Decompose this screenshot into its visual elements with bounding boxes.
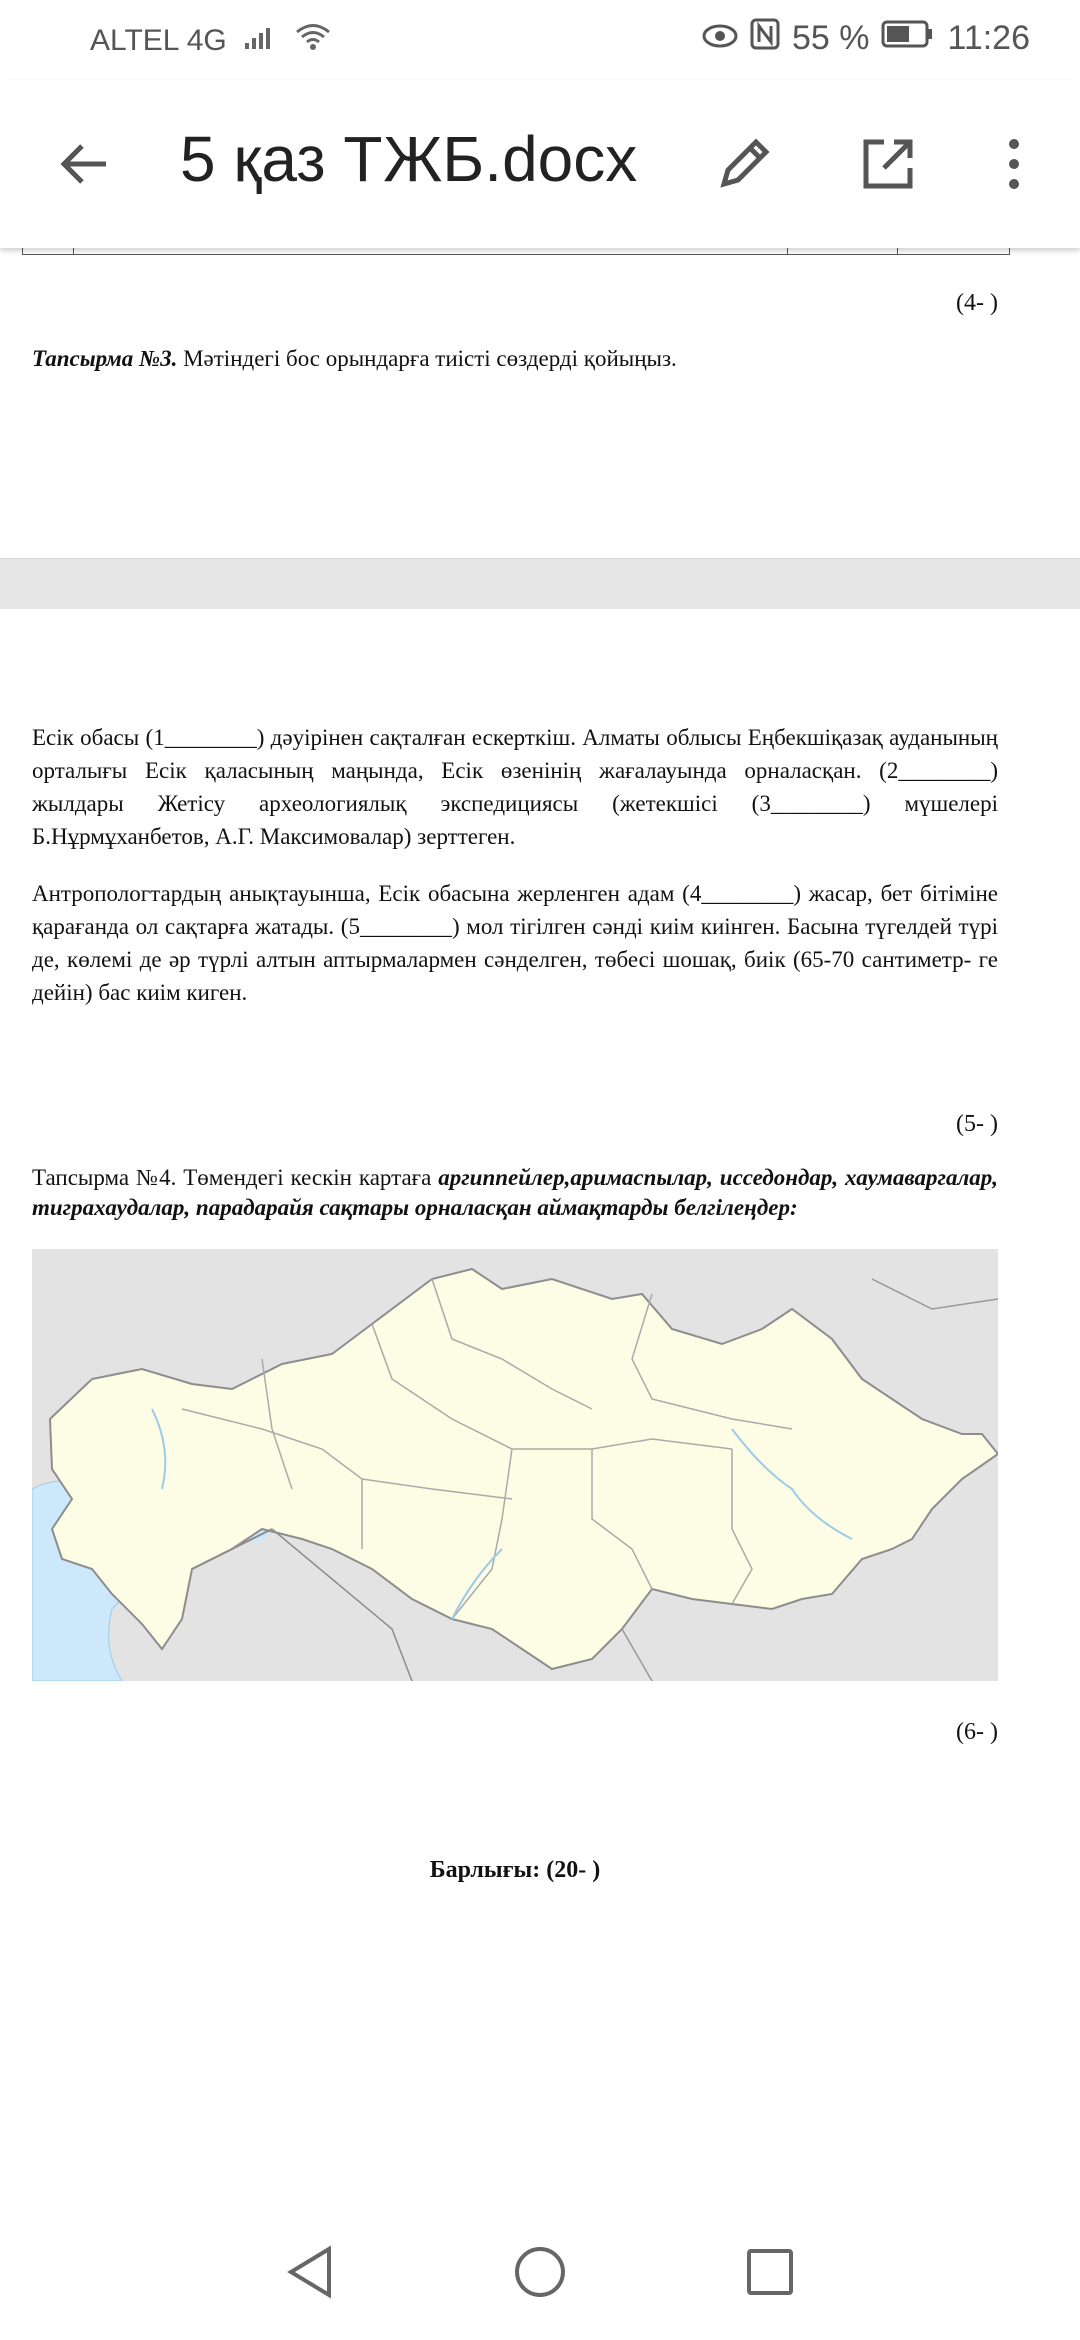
score-task-4: (5- ) (956, 1111, 998, 1137)
score-task-4-total: (6- ) (956, 1719, 998, 1745)
back-arrow-icon[interactable] (44, 124, 124, 204)
edit-pencil-icon[interactable] (704, 124, 784, 204)
task-4-heading (32, 1163, 998, 1223)
signal-icon (243, 23, 279, 59)
task-3-text: Мәтіндегі бос орындарға тиісті сөздерді қойыңыз. (177, 346, 677, 371)
clock: 11:26 (947, 19, 1030, 57)
document-page-2 (0, 609, 1080, 2209)
paragraph-1: Есік обасы (1________) дәуірінен сақталған ескерткіш. Алматы облысы Еңбекшіқазақ ауданының орталығы Есік қаласының маңында, Есік өзенінің жағалауында орналасқан. (2________) жылдары Жетісу археологиялық экспедициясы (жетекшісі (3________) мүшелері Б.Нұрмұханбетов, А.Г. Максимовалар) зерттеген. (32, 725, 998, 849)
more-vert-icon[interactable] (974, 124, 1054, 204)
app-bar (0, 80, 1080, 248)
open-external-icon[interactable] (848, 124, 928, 204)
back-triangle-icon[interactable] (280, 2242, 340, 2302)
document-title: 5 қаз ТЖБ.docx (180, 123, 638, 195)
carrier-label: ALTEL 4G (90, 24, 227, 57)
home-circle-icon[interactable] (510, 2242, 570, 2302)
task-4-bold-text: аргиппейлер,аримаспылар, исседондар, хаумаваргалар, тиграхаудалар, парадарайя сақтары орналасқан аймақтарды белгілеңдер: (32, 1165, 998, 1220)
total-score: Барлығы: (20- ) (429, 1857, 601, 1883)
wifi-icon (295, 22, 331, 60)
task-4-text: Төмендегі кескін картаға (176, 1165, 439, 1190)
paragraph-2: Антропологтардың анықтауынша, Есік обасына жерленген адам (4________) жасар, бет бітіміне қарағанда ол сақтарға жатады. (5________) мол тігілген сәнді киім киінген. Басына түгелдей түрі де, көлемі де әр түрлі алтын аптырмалармен сәнделген, төбесі шошақ, биік (65-70 сантиметр- ге дейін) бас киім киген. (32, 881, 998, 1005)
task-4-label: Тапсырма №4. (32, 1165, 177, 1190)
task-3-heading (32, 342, 998, 375)
battery-percent: 55 % (791, 19, 870, 57)
status-bar (0, 0, 1080, 80)
battery-icon (881, 19, 935, 58)
document-page-1 (0, 248, 1080, 558)
nfc-icon (750, 18, 780, 59)
recents-square-icon[interactable] (740, 2242, 800, 2302)
navigation-bar (0, 2200, 1080, 2340)
table-fragment (22, 248, 1010, 255)
eye-icon (702, 19, 738, 58)
page-gap (0, 558, 1080, 610)
score-task-3: (4- ) (956, 290, 998, 316)
task-3-label: Тапсырма №3. (32, 346, 178, 371)
kazakhstan-map-image (32, 1249, 998, 1681)
